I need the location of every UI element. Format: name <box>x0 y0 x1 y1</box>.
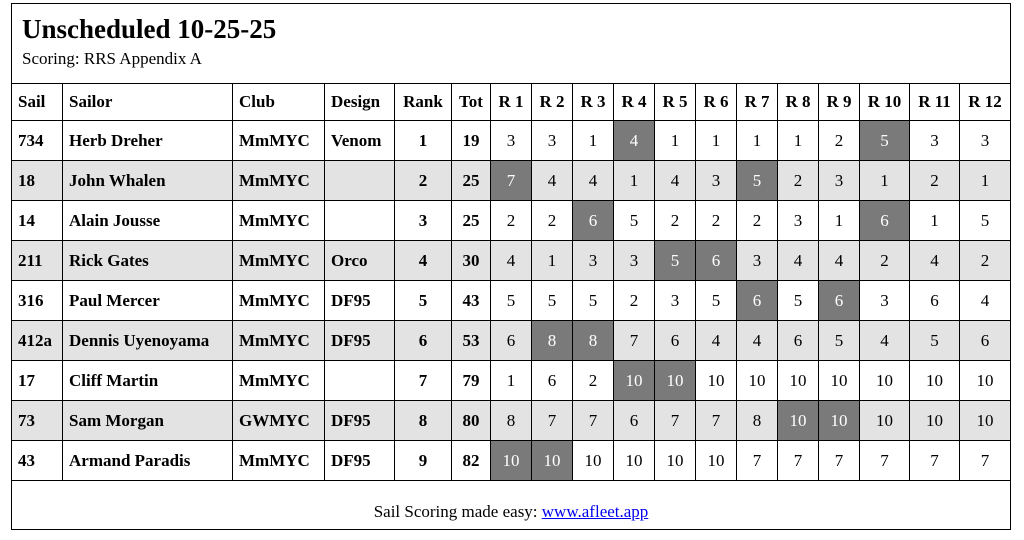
club-cell: MmMYC <box>233 201 325 241</box>
race-score: 3 <box>491 121 532 161</box>
race-score: 7 <box>819 441 860 481</box>
column-header: R 10 <box>860 84 910 121</box>
total-cell: 53 <box>452 321 491 361</box>
race-score: 10 <box>860 401 910 441</box>
race-score: 4 <box>960 281 1011 321</box>
column-header: Sailor <box>63 84 233 121</box>
race-score: 4 <box>737 321 778 361</box>
race-score-dropped: 10 <box>778 401 819 441</box>
column-header: R 11 <box>910 84 960 121</box>
race-score: 2 <box>778 161 819 201</box>
design-cell <box>325 161 395 201</box>
rank-cell: 4 <box>395 241 452 281</box>
club-cell: MmMYC <box>233 161 325 201</box>
column-header: Rank <box>395 84 452 121</box>
race-score: 10 <box>778 361 819 401</box>
table-row <box>12 281 1011 321</box>
total-cell: 80 <box>452 401 491 441</box>
total-cell: 30 <box>452 241 491 281</box>
race-score: 2 <box>532 201 573 241</box>
column-header: R 3 <box>573 84 614 121</box>
afleet-link[interactable]: www.afleet.app <box>541 502 649 521</box>
race-score: 1 <box>819 201 860 241</box>
rank-cell: 7 <box>395 361 452 401</box>
race-score-dropped: 10 <box>532 441 573 481</box>
column-header: R 5 <box>655 84 696 121</box>
race-score-dropped: 8 <box>532 321 573 361</box>
race-score: 10 <box>819 361 860 401</box>
design-cell: DF95 <box>325 281 395 321</box>
race-score: 6 <box>778 321 819 361</box>
race-score: 2 <box>910 161 960 201</box>
race-score: 3 <box>614 241 655 281</box>
race-score: 10 <box>573 441 614 481</box>
sailor-cell: Rick Gates <box>63 241 233 281</box>
column-header: R 2 <box>532 84 573 121</box>
race-score: 10 <box>960 401 1011 441</box>
race-score-dropped: 6 <box>819 281 860 321</box>
column-header: Tot <box>452 84 491 121</box>
race-score: 1 <box>532 241 573 281</box>
race-score: 7 <box>737 441 778 481</box>
race-score: 1 <box>655 121 696 161</box>
table-row <box>12 201 1011 241</box>
race-score: 3 <box>696 161 737 201</box>
race-score: 5 <box>491 281 532 321</box>
header-row <box>12 84 1011 121</box>
results-body <box>12 121 1011 481</box>
race-score: 5 <box>778 281 819 321</box>
sail-cell: 14 <box>12 201 63 241</box>
race-score: 10 <box>910 361 960 401</box>
race-score: 3 <box>819 161 860 201</box>
column-header: R 4 <box>614 84 655 121</box>
race-score: 1 <box>960 161 1011 201</box>
table-row <box>12 321 1011 361</box>
race-score-dropped: 6 <box>573 201 614 241</box>
race-score: 3 <box>655 281 696 321</box>
table-row <box>12 401 1011 441</box>
race-score-dropped: 4 <box>614 121 655 161</box>
race-score: 6 <box>960 321 1011 361</box>
column-header: Club <box>233 84 325 121</box>
race-score: 5 <box>614 201 655 241</box>
race-score: 7 <box>778 441 819 481</box>
results-table <box>11 83 1011 481</box>
table-row <box>12 161 1011 201</box>
sailor-cell: John Whalen <box>63 161 233 201</box>
sail-cell: 73 <box>12 401 63 441</box>
table-row <box>12 441 1011 481</box>
race-score: 5 <box>532 281 573 321</box>
race-score: 6 <box>532 361 573 401</box>
race-score-dropped: 10 <box>614 361 655 401</box>
race-score: 8 <box>491 401 532 441</box>
race-score: 1 <box>696 121 737 161</box>
race-score: 2 <box>491 201 532 241</box>
column-header: R 1 <box>491 84 532 121</box>
club-cell: MmMYC <box>233 121 325 161</box>
race-score: 10 <box>696 361 737 401</box>
footer-text: Sail Scoring made easy: <box>373 502 542 521</box>
race-score: 7 <box>696 401 737 441</box>
race-score: 6 <box>910 281 960 321</box>
race-score: 1 <box>737 121 778 161</box>
race-score: 7 <box>860 441 910 481</box>
race-score: 4 <box>778 241 819 281</box>
race-score-dropped: 8 <box>573 321 614 361</box>
race-score: 6 <box>491 321 532 361</box>
race-score: 4 <box>910 241 960 281</box>
sail-cell: 412a <box>12 321 63 361</box>
race-score: 2 <box>860 241 910 281</box>
race-score: 5 <box>910 321 960 361</box>
race-score: 7 <box>573 401 614 441</box>
race-score: 5 <box>819 321 860 361</box>
sail-cell: 18 <box>12 161 63 201</box>
race-score: 1 <box>573 121 614 161</box>
column-header: Design <box>325 84 395 121</box>
race-score: 7 <box>614 321 655 361</box>
rank-cell: 9 <box>395 441 452 481</box>
race-score: 10 <box>960 361 1011 401</box>
design-cell: DF95 <box>325 321 395 361</box>
race-score: 3 <box>737 241 778 281</box>
rank-cell: 5 <box>395 281 452 321</box>
total-cell: 79 <box>452 361 491 401</box>
rank-cell: 6 <box>395 321 452 361</box>
sailor-cell: Sam Morgan <box>63 401 233 441</box>
race-score: 2 <box>819 121 860 161</box>
column-header: R 12 <box>960 84 1011 121</box>
race-score: 2 <box>737 201 778 241</box>
race-score: 4 <box>532 161 573 201</box>
rank-cell: 8 <box>395 401 452 441</box>
sailor-cell: Cliff Martin <box>63 361 233 401</box>
sailor-cell: Dennis Uyenoyama <box>63 321 233 361</box>
sailor-cell: Alain Jousse <box>63 201 233 241</box>
sail-cell: 43 <box>12 441 63 481</box>
race-score: 10 <box>614 441 655 481</box>
race-score: 10 <box>696 441 737 481</box>
race-score-dropped: 6 <box>737 281 778 321</box>
total-cell: 43 <box>452 281 491 321</box>
race-score-dropped: 5 <box>655 241 696 281</box>
design-cell: Venom <box>325 121 395 161</box>
race-score: 4 <box>819 241 860 281</box>
race-score: 2 <box>696 201 737 241</box>
results-frame <box>11 3 1011 530</box>
table-row <box>12 241 1011 281</box>
race-score-dropped: 5 <box>737 161 778 201</box>
design-cell: DF95 <box>325 401 395 441</box>
race-score: 2 <box>573 361 614 401</box>
race-score: 10 <box>655 441 696 481</box>
race-score: 6 <box>614 401 655 441</box>
race-score: 4 <box>573 161 614 201</box>
race-score: 7 <box>655 401 696 441</box>
club-cell: MmMYC <box>233 361 325 401</box>
club-cell: MmMYC <box>233 281 325 321</box>
sailor-cell: Armand Paradis <box>63 441 233 481</box>
sailor-cell: Herb Dreher <box>63 121 233 161</box>
race-score: 3 <box>778 201 819 241</box>
race-score: 4 <box>696 321 737 361</box>
race-score-dropped: 7 <box>491 161 532 201</box>
race-score: 2 <box>614 281 655 321</box>
race-score: 5 <box>573 281 614 321</box>
rank-cell: 1 <box>395 121 452 161</box>
sail-cell: 211 <box>12 241 63 281</box>
race-score-dropped: 6 <box>860 201 910 241</box>
race-score: 5 <box>696 281 737 321</box>
race-score: 7 <box>960 441 1011 481</box>
design-cell: Orco <box>325 241 395 281</box>
race-score: 2 <box>655 201 696 241</box>
race-score: 1 <box>860 161 910 201</box>
column-header: Sail <box>12 84 63 121</box>
race-score-dropped: 10 <box>819 401 860 441</box>
design-cell <box>325 361 395 401</box>
table-row <box>12 361 1011 401</box>
sailor-cell: Paul Mercer <box>63 281 233 321</box>
race-score: 1 <box>614 161 655 201</box>
column-header: R 7 <box>737 84 778 121</box>
design-cell <box>325 201 395 241</box>
club-cell: MmMYC <box>233 441 325 481</box>
race-score-dropped: 10 <box>491 441 532 481</box>
sail-cell: 17 <box>12 361 63 401</box>
race-score: 3 <box>910 121 960 161</box>
table-row <box>12 121 1011 161</box>
race-score: 1 <box>910 201 960 241</box>
race-score: 2 <box>960 241 1011 281</box>
footer <box>12 493 1010 531</box>
race-score: 7 <box>910 441 960 481</box>
race-score: 3 <box>573 241 614 281</box>
scoring-subtitle: Scoring: RRS Appendix A <box>22 49 202 68</box>
rank-cell: 3 <box>395 201 452 241</box>
club-cell: MmMYC <box>233 321 325 361</box>
page-title: Unscheduled 10-25-25 <box>22 14 277 44</box>
race-score: 4 <box>491 241 532 281</box>
sail-cell: 734 <box>12 121 63 161</box>
column-header: R 8 <box>778 84 819 121</box>
race-score: 7 <box>532 401 573 441</box>
club-cell: GWMYC <box>233 401 325 441</box>
race-score: 8 <box>737 401 778 441</box>
race-score: 4 <box>860 321 910 361</box>
race-score: 6 <box>655 321 696 361</box>
total-cell: 19 <box>452 121 491 161</box>
race-score-dropped: 6 <box>696 241 737 281</box>
total-cell: 25 <box>452 201 491 241</box>
race-score: 4 <box>655 161 696 201</box>
sail-cell: 316 <box>12 281 63 321</box>
column-header: R 9 <box>819 84 860 121</box>
race-score: 10 <box>910 401 960 441</box>
race-score: 1 <box>491 361 532 401</box>
race-score: 3 <box>960 121 1011 161</box>
total-cell: 82 <box>452 441 491 481</box>
total-cell: 25 <box>452 161 491 201</box>
race-score-dropped: 5 <box>860 121 910 161</box>
design-cell: DF95 <box>325 441 395 481</box>
race-score: 3 <box>860 281 910 321</box>
race-score-dropped: 10 <box>655 361 696 401</box>
race-score: 5 <box>960 201 1011 241</box>
club-cell: MmMYC <box>233 241 325 281</box>
race-score: 1 <box>778 121 819 161</box>
race-score: 10 <box>860 361 910 401</box>
column-header: R 6 <box>696 84 737 121</box>
race-score: 10 <box>737 361 778 401</box>
rank-cell: 2 <box>395 161 452 201</box>
race-score: 3 <box>532 121 573 161</box>
